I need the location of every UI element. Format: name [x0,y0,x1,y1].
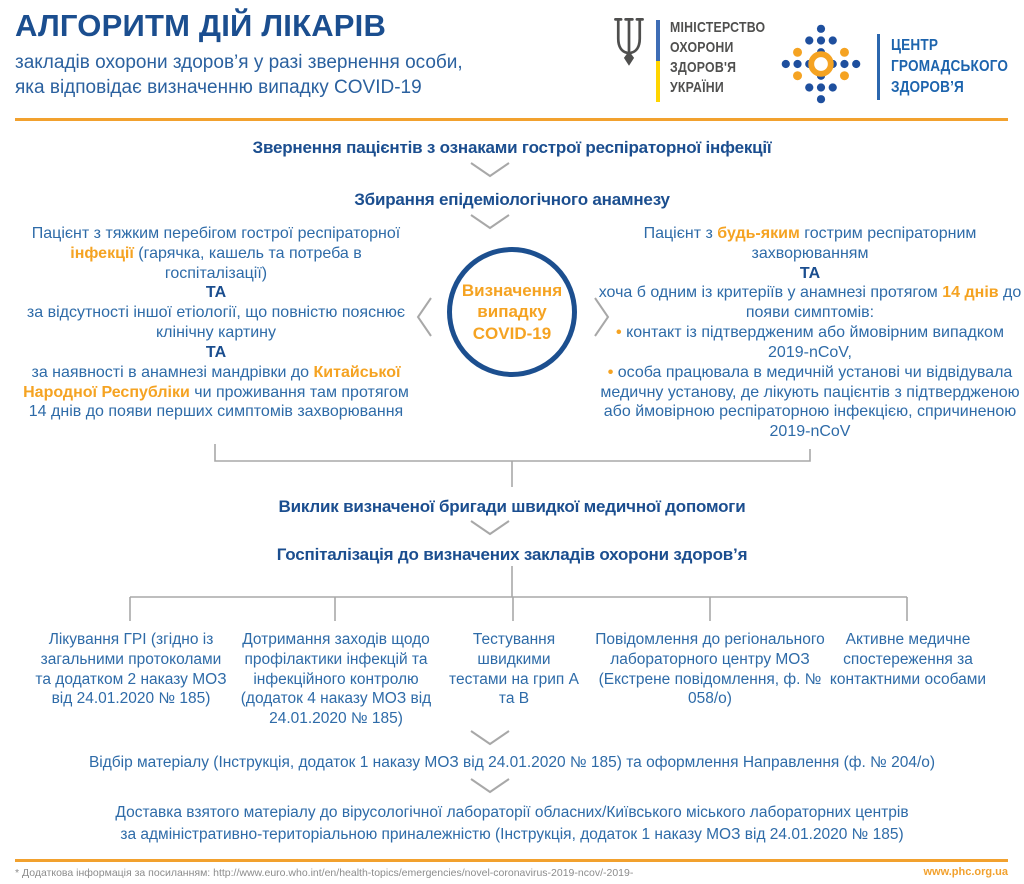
circle-label: Визначення випадку COVID-19 [461,281,563,343]
chevron-down-icon [468,776,512,801]
action-rapid-flu-testing: Тестування швидкими тестами на грип А та В [449,631,579,708]
logo-divider-bar [877,34,880,100]
step-specimen-delivery [0,802,1024,847]
subtitle-line-2: яка відповідає визначенню випадку COVID-19 [15,77,422,99]
chevron-down-icon [468,728,512,753]
step-hospitalization: Госпіталізація до визначених закладів охорони здоров’я [276,545,748,564]
delivery-line-1: Доставка взятого матеріалу до вірусологічної лабораторії обласних/Київського міського лабораторних центрів [115,804,909,821]
page-subtitle [15,50,463,100]
action-contact-observation: Активне медичне спостереження за контактними особами [829,631,987,688]
delivery-line-2: за адміністративно-територіальною приналежністю (Інструкція, додаток 1 наказу МОЗ від 24.01.2020 № 185) [120,826,904,844]
step-specimen-collection: Відбір матеріалу (Інструкція, додаток 1 наказу МОЗ від 24.01.2020 № 185) та оформлення Направлення (ф. № 204/о) [88,754,936,771]
trident-icon [612,16,646,73]
footer-divider [15,859,1008,862]
action-infection-control: Дотримання заходів щодо профілактики інфекцій та інфекційного контролю (додаток 4 наказу МОЗ від 24.01.2020 № 185) [240,631,432,728]
step-anamnesis-collection: Збирання епідеміологічного анамнезу [354,190,670,209]
center-name: ЦЕНТР ГРОМАДСЬКОГО ЗДОРОВ’Я [891,37,1009,96]
chevron-down-icon [468,160,512,185]
ministry-of-health-logo [612,16,786,102]
action-ari-treatment: Лікування ГРІ (згідно із загальними протоколами та додатком 2 наказу МОЗ від 24.01.2020 № 185) [35,631,227,708]
ministry-name: МІНІСТЕРСТВО ОХОРОНИ ЗДОРОВ'Я УКРАЇНИ [670,19,766,96]
dots-emblem-icon [777,20,865,113]
public-health-center-logo [777,20,1024,113]
subtitle-line-1: закладів охорони здоров’я у разі звернення особи, [15,52,463,73]
covid-case-definition-circle [447,247,577,377]
action-lab-center-notification: Повідомлення до регіонального лабораторного центру МОЗ (Екстрене повідомлення, ф. № 058/о) [595,631,825,708]
chevron-left-icon [414,295,434,344]
any-ari-case-criteria: Пацієнт з будь-яким гострим респіраторним захворюванням ТА хоча б одним із критеріїв у анамнезі протягом 14 днів до появи симптомів: • контакт із підтвердженим або ймовірним випадком 2019-nCoV, • особа працювала в медичній установі чи відвідувала медичну установу, де лікують пацієнтів з підтвердженою або ймовірною респіраторною інфекцією, спричиненою 2019-nCoV [598,225,1022,441]
header-divider [15,118,1008,121]
page-title: АЛГОРИТМ ДІЙ ЛІКАРІВ [15,8,387,43]
footer-reference-note: * Додаткова інформація за посиланням: http://www.euro.who.int/en/health-topics/emergencies/novel-coronavirus-2019-ncov/-2019- [15,867,634,879]
step-call-ambulance: Виклик визначеної бригади швидкої медичної допомоги [278,497,746,516]
flag-divider-bar [656,20,660,102]
footer-website: www.phc.org.ua [923,866,1008,878]
chevron-down-icon [468,212,512,237]
severe-case-criteria: Пацієнт з тяжким перебігом гострої респіраторної інфекції (гарячка, кашель та потреба в госпіталізації) ТА за відсутності іншої етіології, що повністю пояснює клінічну картину ТА за наявності в анамнезі мандрівки до Китайської Народної Республіки чи проживання там протягом 14 днів до появи перших симптомів захворювання [23,225,409,421]
step-patient-presentation: Звернення пацієнтів з ознаками гострої респіраторної інфекції [252,138,772,157]
chevron-down-icon [468,518,512,543]
